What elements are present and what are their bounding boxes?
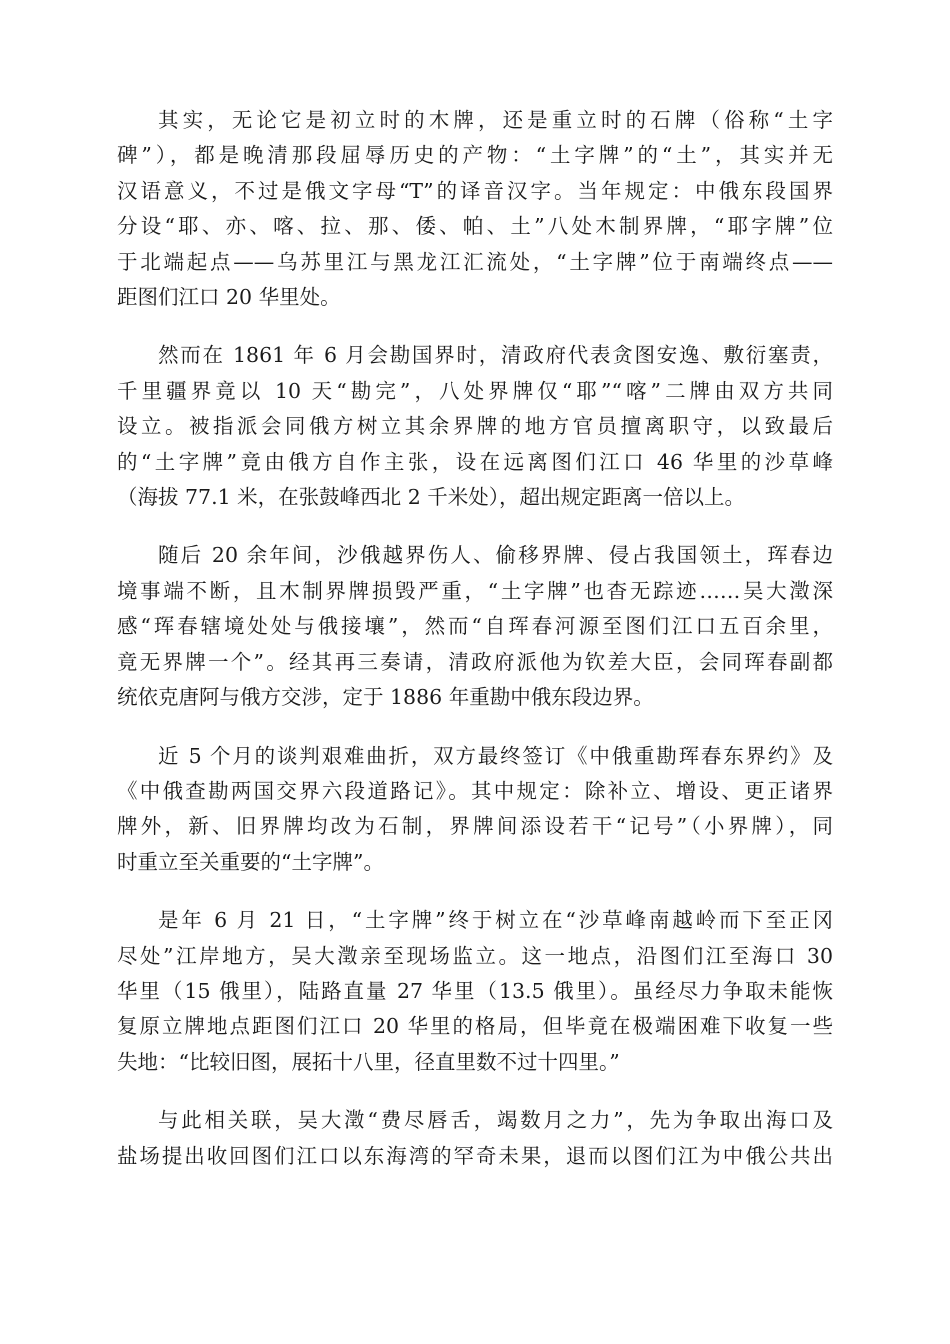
paragraph-line: 碑”），都是晚清那段屈辱历史的产物：“土字牌”的“土”，其实并无 bbox=[117, 143, 833, 168]
paragraph-5 bbox=[117, 903, 833, 1080]
paragraph-1 bbox=[117, 103, 833, 315]
paragraph-line: 千里疆界竟以 10 天“勘完”，八处界牌仅“耶”“喀”二牌由双方共同 bbox=[117, 378, 833, 403]
paragraph-line: 复原立牌地点距图们江口 20 华里的格局，但毕竟在极端困难下收复一些 bbox=[117, 1014, 833, 1039]
paragraph-line: 是年 6 月 21 日，“土字牌”终于树立在“沙草峰南越岭而下至正冈 bbox=[158, 908, 833, 933]
paragraph-line: 竟无界牌一个”。经其再三奏请，清政府派他为钦差大臣，会同珲春副都 bbox=[117, 649, 833, 674]
paragraph-line: 设立。被指派会同俄方树立其余界牌的地方官员擅离职守，以致最后 bbox=[117, 414, 833, 439]
paragraph-line: 随后 20 余年间，沙俄越界伤人、偷移界牌、侵占我国领土，珲春边 bbox=[158, 543, 833, 568]
document-page bbox=[117, 103, 833, 1197]
paragraph-line: 《中俄查勘两国交界六段道路记》。其中规定：除补立、增设、更正诸界 bbox=[117, 778, 833, 803]
paragraph-line: 盐场提出收回图们江口以东海湾的罕奇未果，退而以图们江为中俄公共出 bbox=[117, 1143, 833, 1168]
paragraph-line: 分设“耶、亦、喀、拉、那、倭、帕、土”八处木制界牌，“耶字牌”位 bbox=[117, 214, 833, 239]
paragraph-6 bbox=[117, 1103, 833, 1174]
paragraph-line: 距图们江口 20 华里处。 bbox=[117, 285, 341, 310]
paragraph-line: 华里（15 俄里），陆路直量 27 华里（13.5 俄里）。虽经尽力争取未能恢 bbox=[117, 978, 833, 1003]
paragraph-line: 失地：“比较旧图，展拓十八里，径直里数不过十四里。” bbox=[117, 1049, 620, 1074]
paragraph-line: 的“土字牌”竟由俄方自作主张，设在远离图们江口 46 华里的沙草峰 bbox=[117, 449, 833, 474]
paragraph-3 bbox=[117, 538, 833, 715]
paragraph-line: 汉语意义，不过是俄文字母“T”的译音汉字。当年规定：中俄东段国界 bbox=[117, 178, 833, 203]
paragraph-line: 尽处”江岸地方，吴大澂亲至现场监立。这一地点，沿图们江至海口 30 bbox=[117, 943, 833, 968]
paragraph-line: 与此相关联，吴大澂“费尽唇舌，竭数月之力”，先为争取出海口及 bbox=[158, 1108, 833, 1133]
paragraph-line: 其实，无论它是初立时的木牌，还是重立时的石牌（俗称“土字 bbox=[158, 108, 833, 132]
paragraph-line: 感“珲春辖境处处与俄接壤”，然而“自珲春河源至图们江口五百余里， bbox=[117, 614, 833, 639]
paragraph-4 bbox=[117, 739, 833, 881]
paragraph-line: 牌外，新、旧界牌均改为石制，界牌间添设若干“记号”（小界牌），同 bbox=[117, 814, 833, 839]
paragraph-line: 时重立至关重要的“土字牌”。 bbox=[117, 849, 384, 874]
paragraph-line: 统依克唐阿与俄方交涉，定于 1886 年重勘中俄东段边界。 bbox=[117, 685, 654, 710]
paragraph-2 bbox=[117, 338, 833, 515]
paragraph-line: 近 5 个月的谈判艰难曲折，双方最终签订《中俄重勘珲春东界约》及 bbox=[158, 743, 833, 768]
paragraph-line: 然而在 1861 年 6 月会勘国界时，清政府代表贪图安逸、敷衍塞责， bbox=[158, 343, 833, 368]
paragraph-line: （海拔 77.1 米，在张鼓峰西北 2 千米处），超出规定距离一倍以上。 bbox=[117, 485, 746, 510]
paragraph-line: 境事端不断，且木制界牌损毁严重，“土字牌”也杳无踪迹……吴大澂深 bbox=[117, 578, 833, 603]
paragraph-line: 于北端起点——乌苏里江与黑龙江汇流处，“土字牌”位于南端终点—— bbox=[117, 249, 833, 274]
